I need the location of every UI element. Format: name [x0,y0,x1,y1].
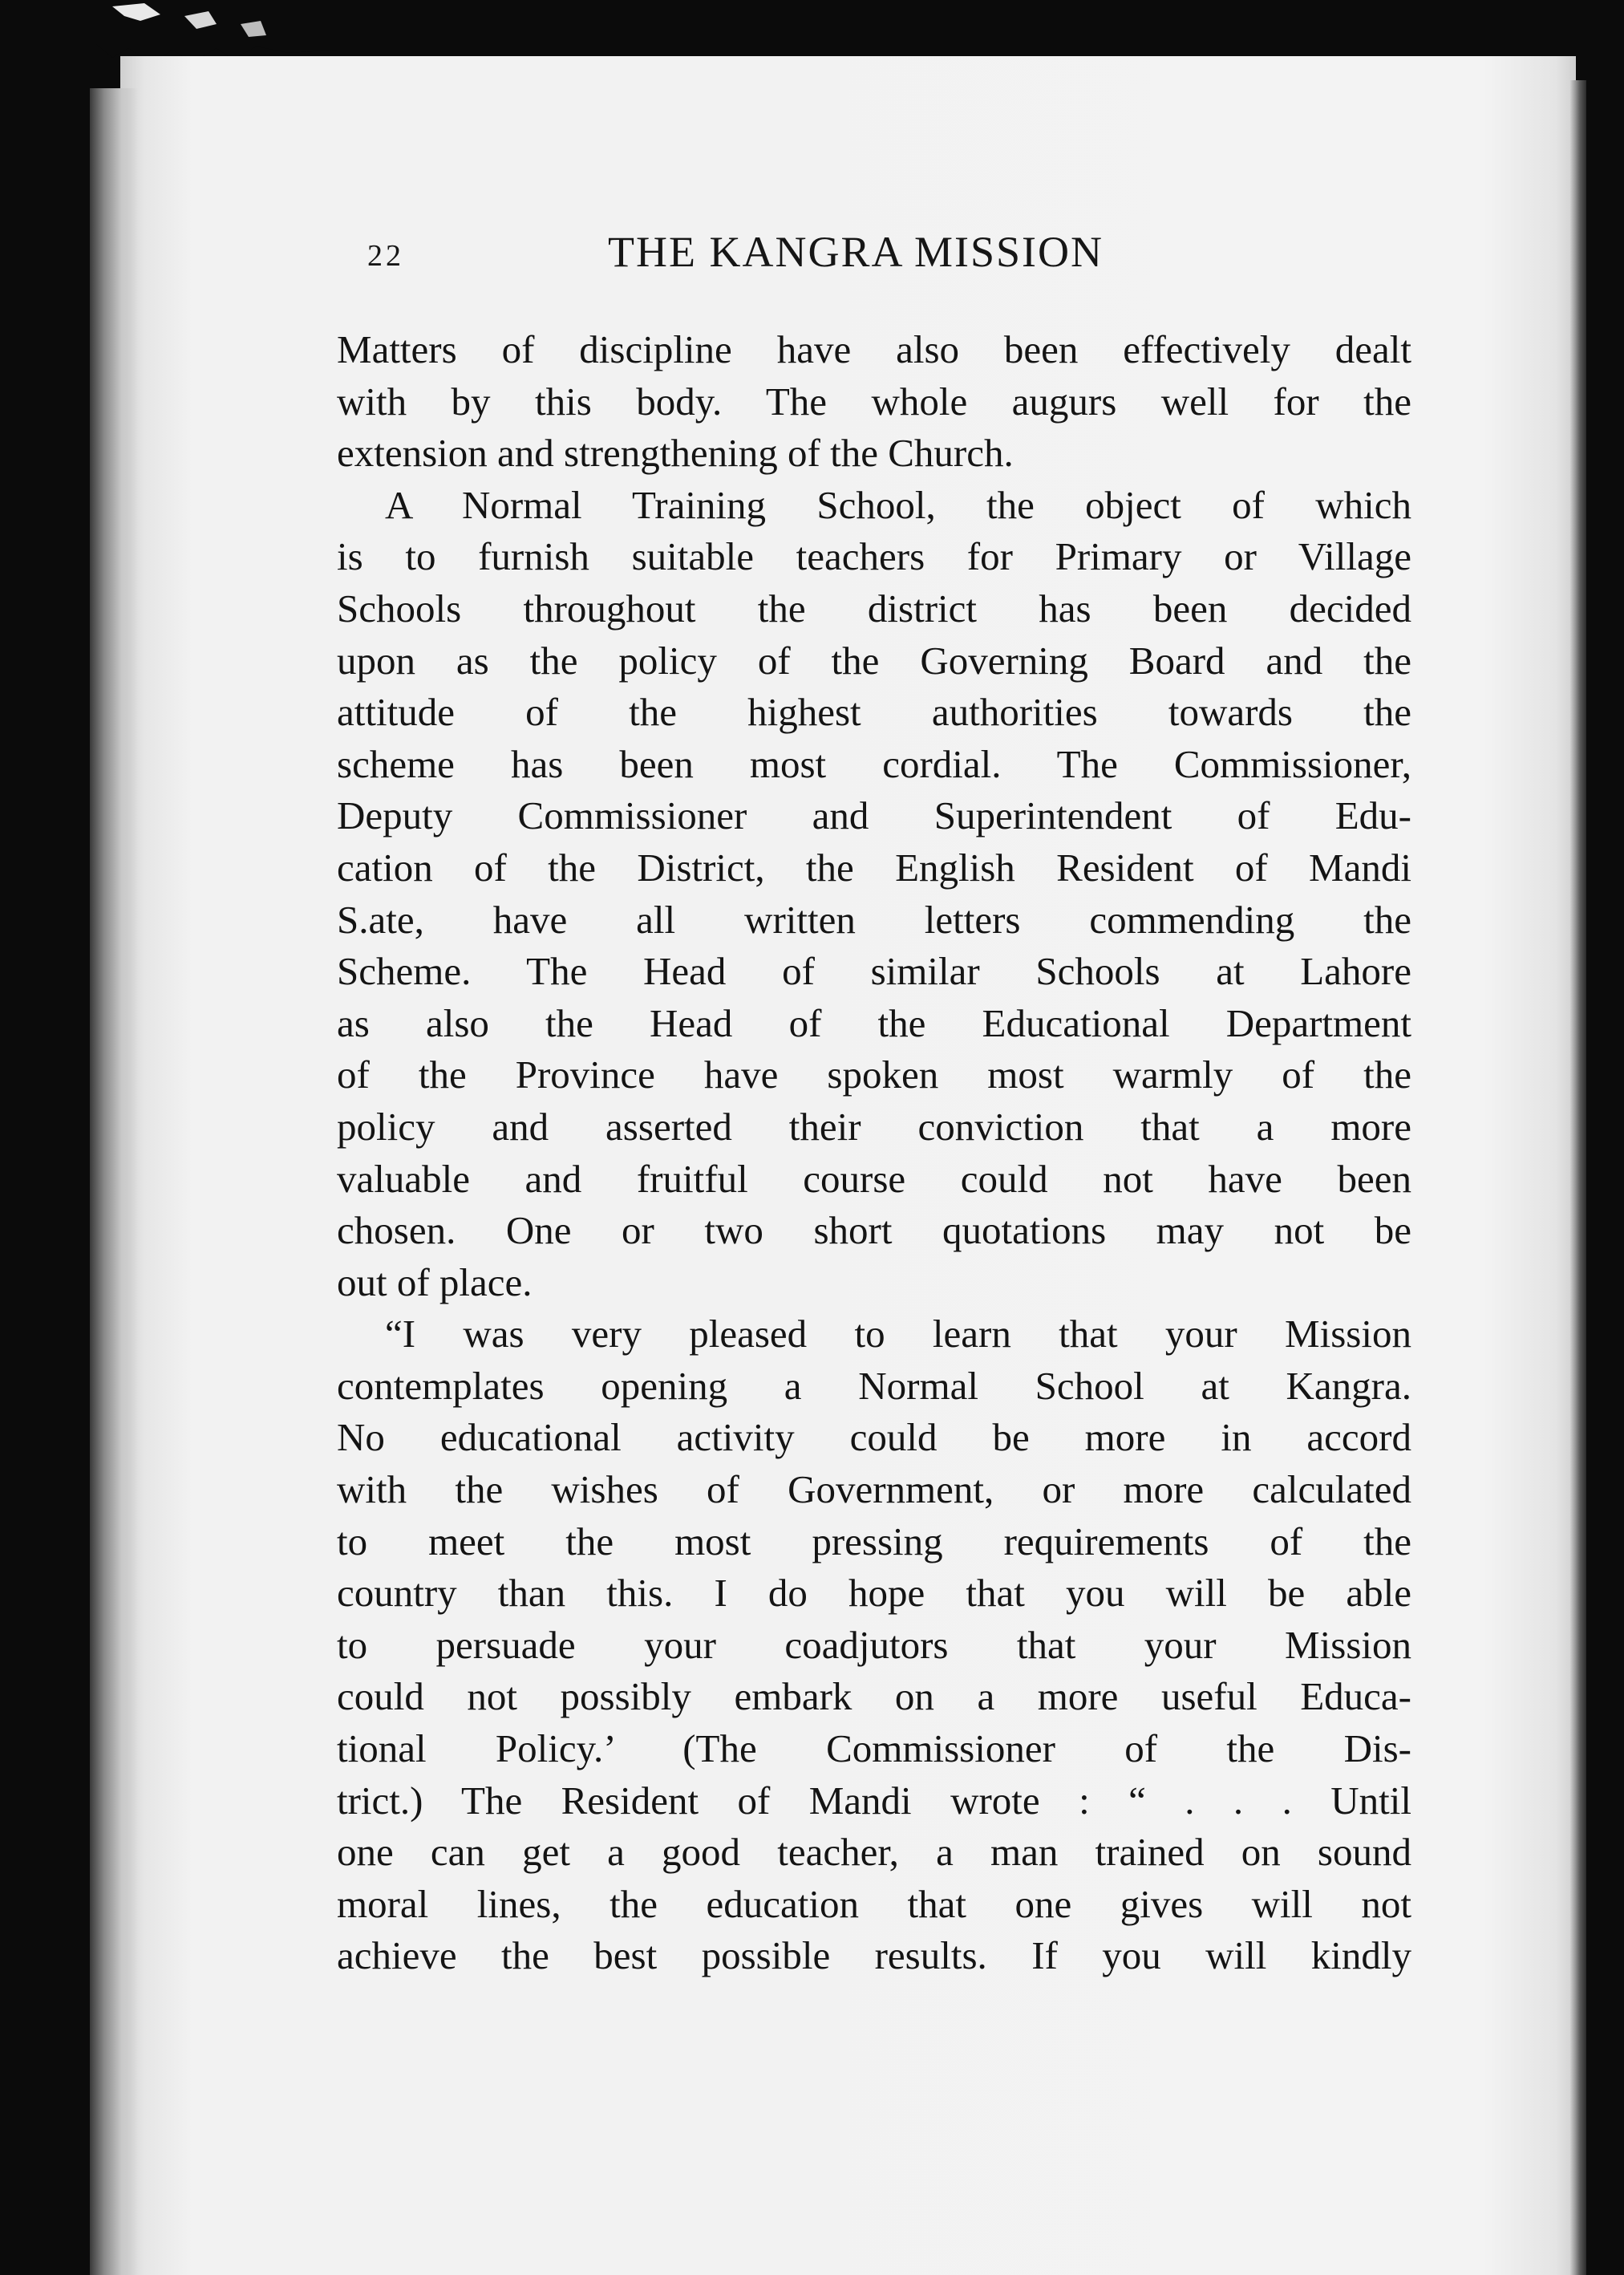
text-line: chosen. One or two short quotations may not be [337,1208,1411,1253]
text-line: is to furnish suitable teachers for Primary or Village [337,534,1411,579]
text-line: Deputy Commissioner and Superintendent of Edu- [337,793,1411,838]
text-line: A Normal Training School, the object of which [385,482,1411,527]
page-edge [1570,80,1586,2275]
text-line: S.ate, have all written letters commending the [337,897,1411,942]
text-line: Schools throughout the district has been decided [337,586,1411,631]
text-line: scheme has been most cordial. The Commissioner, [337,741,1411,786]
text-line: with by this body. The whole augurs well for the [337,379,1411,424]
text-line: achieve the best possible results. If you will kindly [337,1933,1411,1978]
text-line: Scheme. The Head of similar Schools at Lahore [337,949,1411,994]
text-line: “I was very pleased to learn that your Mission [385,1312,1411,1356]
text-line: moral lines, the education that one gives will not [337,1881,1411,1926]
text-line: policy and asserted their conviction that a more [337,1104,1411,1149]
text-line: out of place. [337,1259,533,1304]
page-number: 22 [367,239,404,273]
page-header [367,227,1172,283]
text-line: valuable and fruitful course could not have been [337,1156,1411,1201]
text-line: one can get a good teacher, a man trained on sound [337,1830,1411,1875]
text-line: Matters of discipline have also been effectively dealt [337,327,1411,371]
text-line: as also the Head of the Educational Department [337,1000,1411,1045]
binding-gutter [90,88,138,2275]
text-line: upon as the policy of the Governing Board and the [337,638,1411,683]
text-line: country than this. I do hope that you will be able [337,1571,1411,1616]
text-line: attitude of the highest authorities towards the [337,690,1411,735]
text-line: to meet the most pressing requirements of the [337,1519,1411,1563]
text-line: to persuade your coadjutors that your Mission [337,1622,1411,1667]
text-line: trict.) The Resident of Mandi wrote : “ . . . Until [337,1778,1411,1823]
text-line: extension and strengthening of the Church. [337,431,1014,476]
text-line: contemplates opening a Normal School at Kangra. [337,1363,1411,1408]
text-line: of the Province have spoken most warmly of the [337,1052,1411,1097]
body-text [337,324,1411,1982]
text-line: with the wishes of Government, or more calculated [337,1467,1411,1512]
text-line: tional Policy.’ (The Commissioner of the Dis- [337,1726,1411,1771]
text-line: No educational activity could be more in accord [337,1415,1411,1460]
text-line: could not possibly embark on a more useful Educa- [337,1674,1411,1719]
running-title: THE KANGRA MISSION [608,228,1104,276]
text-line: cation of the District, the English Resident of Mandi [337,845,1411,890]
